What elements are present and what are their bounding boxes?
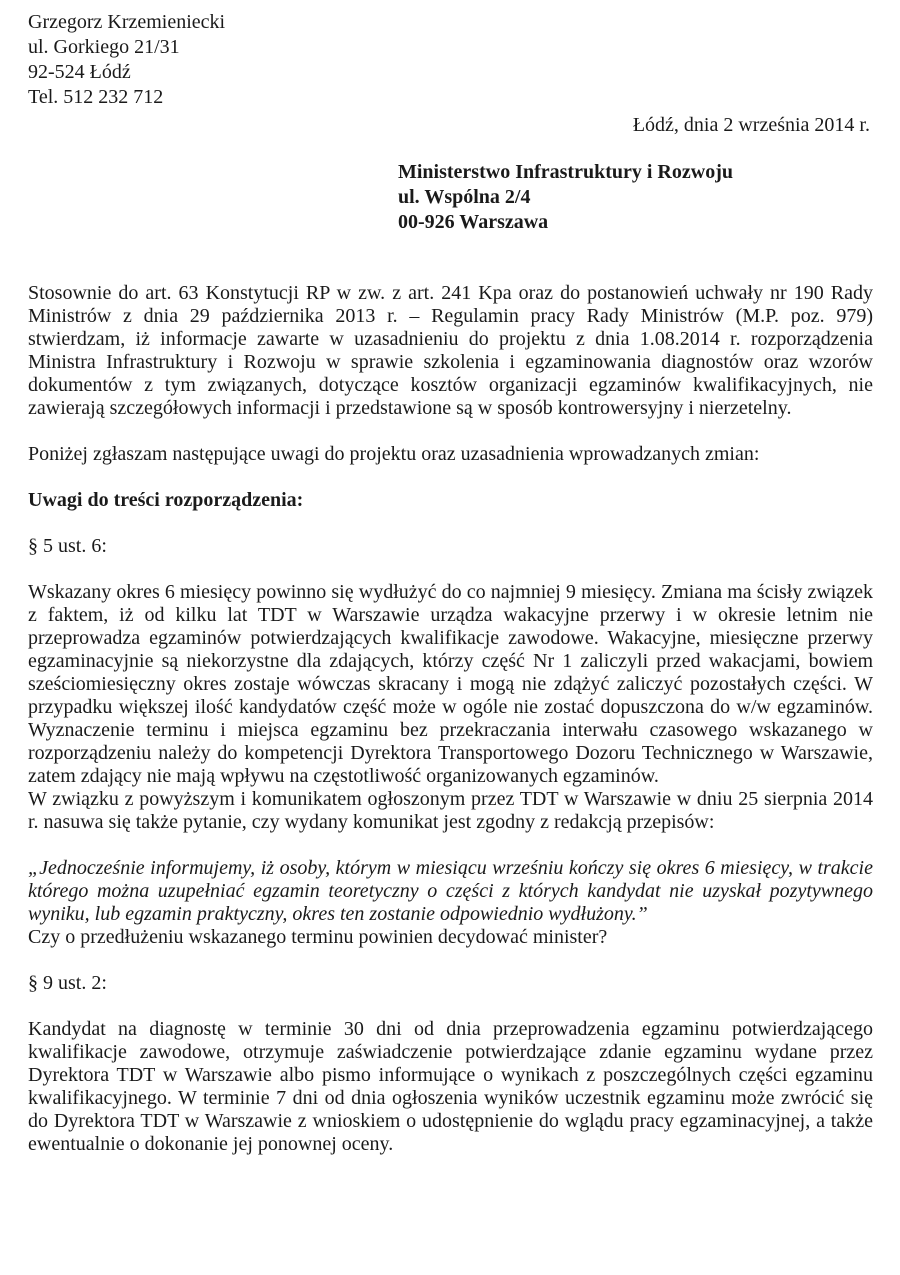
sender-street: ul. Gorkiego 21/31	[28, 36, 180, 58]
quoted-announcement: „Jednocześnie informujemy, iż osoby, którym w miesiącu wrześniu kończy się okres 6 miesięcy, w trakcie którego można uzupełniać egzamin teoretyczny o części z których kandydat nie uzyskał pozytywnego wyniku, lub egzamin praktyczny, okres ten zostanie odpowiednio wydłużony.”	[28, 857, 873, 925]
sender-address	[28, 10, 428, 110]
question-paragraph: Czy o przedłużeniu wskazanego terminu powinien decydować minister?	[28, 926, 608, 948]
recipient-name: Ministerstwo Infrastruktury i Rozwoju	[398, 161, 733, 183]
recipient-address	[398, 160, 733, 235]
letter-date: Łódź, dnia 2 września 2014 r.	[632, 114, 870, 136]
followup-paragraph: W związku z powyższym i komunikatem ogłoszonym przez TDT w Warszawie w dniu 25 sierpnia 2014 r. nasuwa się także pytanie, czy wydany komunikat jest zgodny z redakcją przepisów:	[28, 788, 873, 833]
sender-city: 92-524 Łódź	[28, 61, 131, 83]
recipient-street: ul. Wspólna 2/4	[398, 186, 531, 208]
remarks-heading: Uwagi do treści rozporządzenia:	[28, 489, 304, 511]
letter-body	[28, 282, 873, 1156]
section-5-6-paragraph: Wskazany okres 6 miesięcy powinno się wydłużyć do co najmniej 9 miesięcy. Zmiana ma ścisły związek z faktem, iż od kilku lat TDT w Warszawie urządza wakacyjne przerwy i w okresie letnim nie przeprowadza egzaminów potwierdzających kwalifikacje zawodowe. Wakacyjne, miesięczne przerwy egzaminacyjnie są niekorzystne dla zdających, którzy część Nr 1 zaliczyli przed wakacjami, bowiem sześciomiesięczny okres zostaje wówczas skracany i mogą nie zdążyć zaliczyć pozostałych części. W przypadku większej ilość kandydatów część może w ogóle nie zostać dopuszczona do w/w egzaminów. Wyznaczenie terminu i miejsca egzaminu bez przekraczania interwału czasowego wskazanego w rozporządzeniu należy do kompetencji Dyrektora Transportowego Dozoru Technicznego w Warszawie, zatem zdający nie mają wpływu na częstotliwość organizowanych egzaminów.	[28, 581, 873, 787]
section-5-6-label: § 5 ust. 6:	[28, 535, 107, 557]
recipient-city: 00-926 Warszawa	[398, 211, 549, 233]
intro-paragraph: Stosownie do art. 63 Konstytucji RP w zw. z art. 241 Kpa oraz do postanowień uchwały nr 190 Rady Ministrów z dnia 29 października 2013 r. – Regulamin pracy Rady Ministrów (M.P. poz. 979) stwierdzam, iż informacje zawarte w uzasadnieniu do projektu z dnia 1.08.2014 r. rozporządzenia Ministra Infrastruktury i Rozwoju w sprawie szkolenia i egzaminowania diagnostów oraz wzorów dokumentów z tym związanych, dotyczące kosztów organizacji egzaminów kwalifikacyjnych, nie zawierają szczegółowych informacji i przedstawione są w sposób kontrowersyjny i nierzetelny.	[28, 282, 873, 419]
sender-name: Grzegorz Krzemieniecki	[28, 11, 226, 33]
section-9-2-paragraph: Kandydat na diagnostę w terminie 30 dni od dnia przeprowadzenia egzaminu potwierdzającego kwalifikacje zawodowe, otrzymuje zaświadczenie potwierdzające zdanie egzaminu wydane przez Dyrektora TDT w Warszawie albo pismo informujące o wynikach z poszczególnych części egzaminu kwalifikacyjnego. W terminie 7 dni od dnia ogłoszenia wyników uczestnik egzaminu może zwrócić się do Dyrektora TDT w Warszawie z wnioskiem o udostępnienie do wglądu pracy egzaminacyjnej, a także ewentualnie o dokonanie jej ponownej oceny.	[28, 1018, 873, 1155]
lead-paragraph: Poniżej zgłaszam następujące uwagi do projektu oraz uzasadnienia wprowadzanych zmian:	[28, 443, 760, 465]
section-9-2-label: § 9 ust. 2:	[28, 972, 107, 994]
sender-phone: Tel. 512 232 712	[28, 86, 164, 108]
